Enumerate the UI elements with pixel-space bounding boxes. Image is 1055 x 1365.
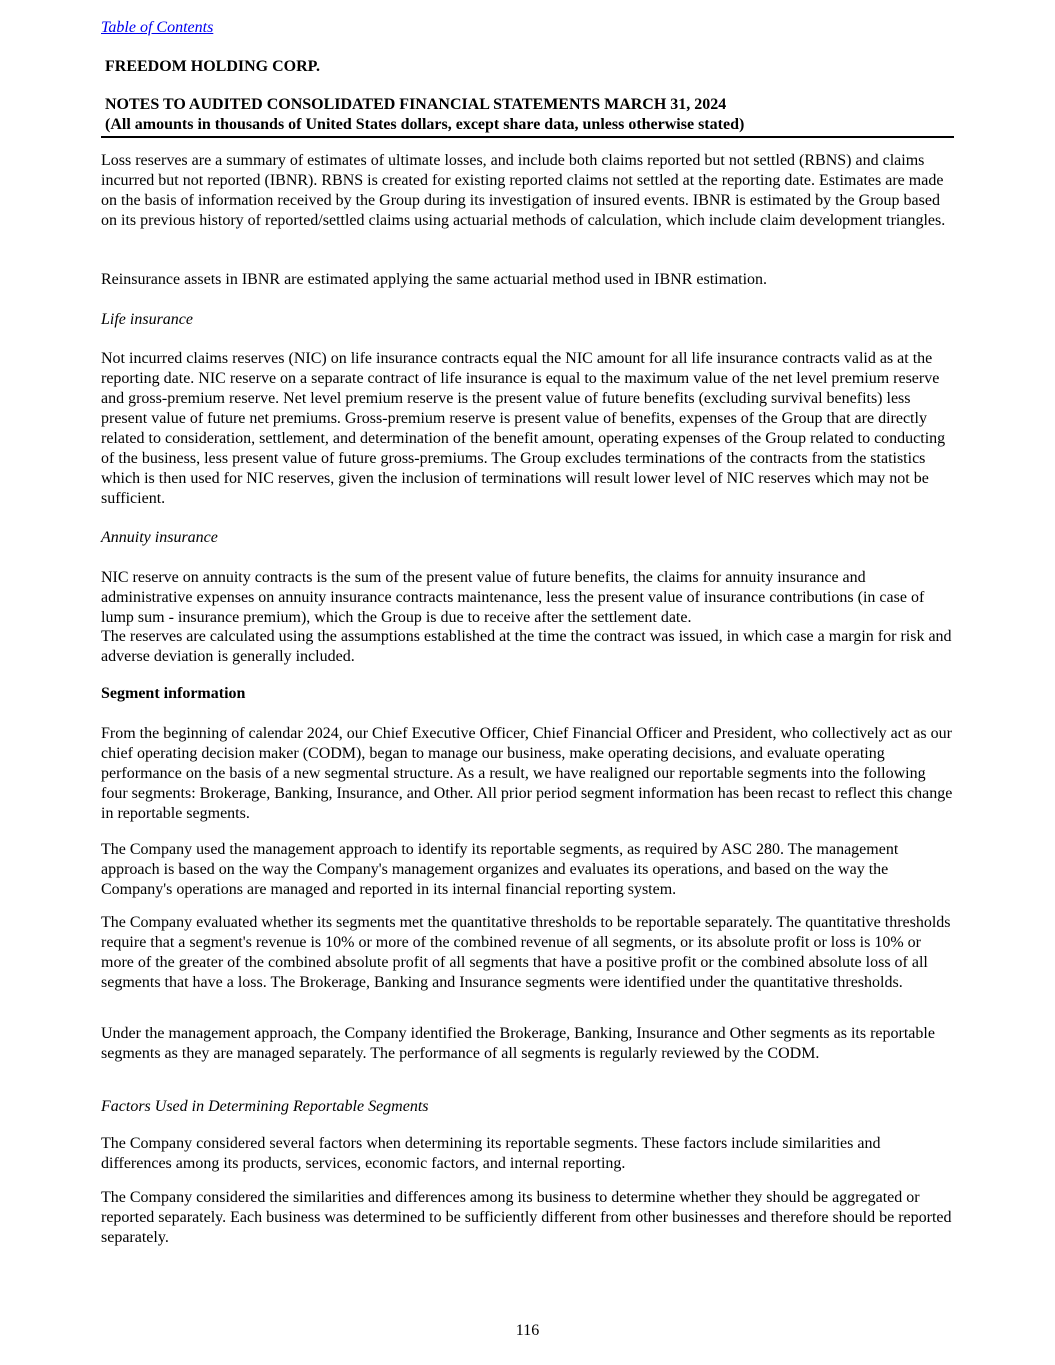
statement-header (101, 95, 954, 138)
page-number: 116 (515, 1322, 540, 1339)
factors-heading: Factors Used in Determining Reportable Segments (101, 1098, 429, 1115)
reinsurance-paragraph: Reinsurance assets in IBNR are estimated applying the same actuarial method used in IBNR estimation. (101, 271, 768, 288)
table-of-contents-link[interactable]: Table of Contents (101, 19, 214, 36)
annuity-paragraph-1: NIC reserve on annuity contracts is the sum of the present value of future benefits, the claims for annuity insurance and administrative expenses on annuity insurance contracts maintenance, less the present value of insurance contributions (in case of lump sum - insurance premium), which the Group is due to receive after the settlement date. (101, 569, 925, 626)
statement-subtitle: (All amounts in thousands of United States dollars, except share data, unless otherwise stated) (105, 116, 745, 133)
segment-paragraph-1: From the beginning of calendar 2024, our Chief Executive Officer, Chief Financial Officer and President, who collectively act as our chief operating decision maker (CODM), began to manage our business, make operating decisions, and evaluate operating performance on the basis of a new segmental structure. As a result, we have realigned our reportable segments into the following four segments: Brokerage, Banking, Insurance, and Other. All prior period segment information has been recast to reflect this change in reportable segments. (101, 725, 953, 822)
segment-paragraph-3: The Company evaluated whether its segments met the quantitative thresholds to be reportable separately. The quantitative thresholds require that a segment's revenue is 10% or more of the combined revenue of all segments, or its absolute profit or loss is 10% or more of the greater of the combined absolute profit of all segments that have a positive profit or the combined absolute loss of all segments that have a loss. The Brokerage, Banking and Insurance segments were identified under the quantitative thresholds. (101, 914, 951, 991)
segment-paragraph-2: The Company used the management approach to identify its reportable segments, as required by ASC 280. The management approach is based on the way the Company's management organizes and evaluates its operations, and based on the way the Company's operations are managed and reported in its internal financial reporting system. (101, 841, 899, 898)
segment-information-heading: Segment information (101, 685, 246, 702)
annuity-insurance-heading: Annuity insurance (101, 529, 218, 546)
annuity-paragraph-2: The reserves are calculated using the assumptions established at the time the contract was issued, in which case a margin for risk and adverse deviation is generally included. (101, 628, 952, 665)
company-name: FREEDOM HOLDING CORP. (105, 58, 320, 75)
factors-paragraph-1: The Company considered several factors when determining its reportable segments. These factors include similarities and differences among its products, services, economic factors, and internal reporting. (101, 1135, 881, 1172)
life-insurance-paragraph: Not incurred claims reserves (NIC) on life insurance contracts equal the NIC amount for all life insurance contracts valid as at the reporting date. NIC reserve on a separate contract of life insurance is equal to the maximum value of the net level premium reserve and gross-premium reserve. Net level premium reserve is the present value of future benefits (excluding survival benefits) less present value of future net premiums. Gross-premium reserve is present value of benefits, expenses of the Group that are directly related to consideration, settlement, and determination of the benefit amount, operating expenses of the Group related to conducting of the business, less present value of future gross-premiums. The Group excludes terminations of the contracts from the statistics which is then used for NIC reserves, given the inclusion of terminations will result lower level of NIC reserves which may not be sufficient. (101, 350, 946, 507)
loss-reserves-paragraph: Loss reserves are a summary of estimates of ultimate losses, and include both claims reported but not settled (RBNS) and claims incurred but not reported (IBNR). RBNS is created for existing reported claims not settled at the reporting date. Estimates are made on the basis of information received by the Group during its investigation of insured events. IBNR is estimated by the Group based on its previous history of reported/settled claims using actuarial methods of calculation, which include claim development triangles. (101, 152, 946, 229)
factors-paragraph-2: The Company considered the similarities and differences among its business to determine whether they should be aggregated or reported separately. Each business was determined to be sufficiently different from other businesses and therefore should be reported separately. (101, 1189, 952, 1246)
statement-title: NOTES TO AUDITED CONSOLIDATED FINANCIAL STATEMENTS MARCH 31, 2024 (105, 96, 727, 113)
life-insurance-heading: Life insurance (101, 311, 193, 328)
segment-paragraph-4: Under the management approach, the Company identified the Brokerage, Banking, Insurance and Other segments as its reportable segments as they are managed separately. The performance of all segments is regularly reviewed by the CODM. (101, 1025, 935, 1062)
